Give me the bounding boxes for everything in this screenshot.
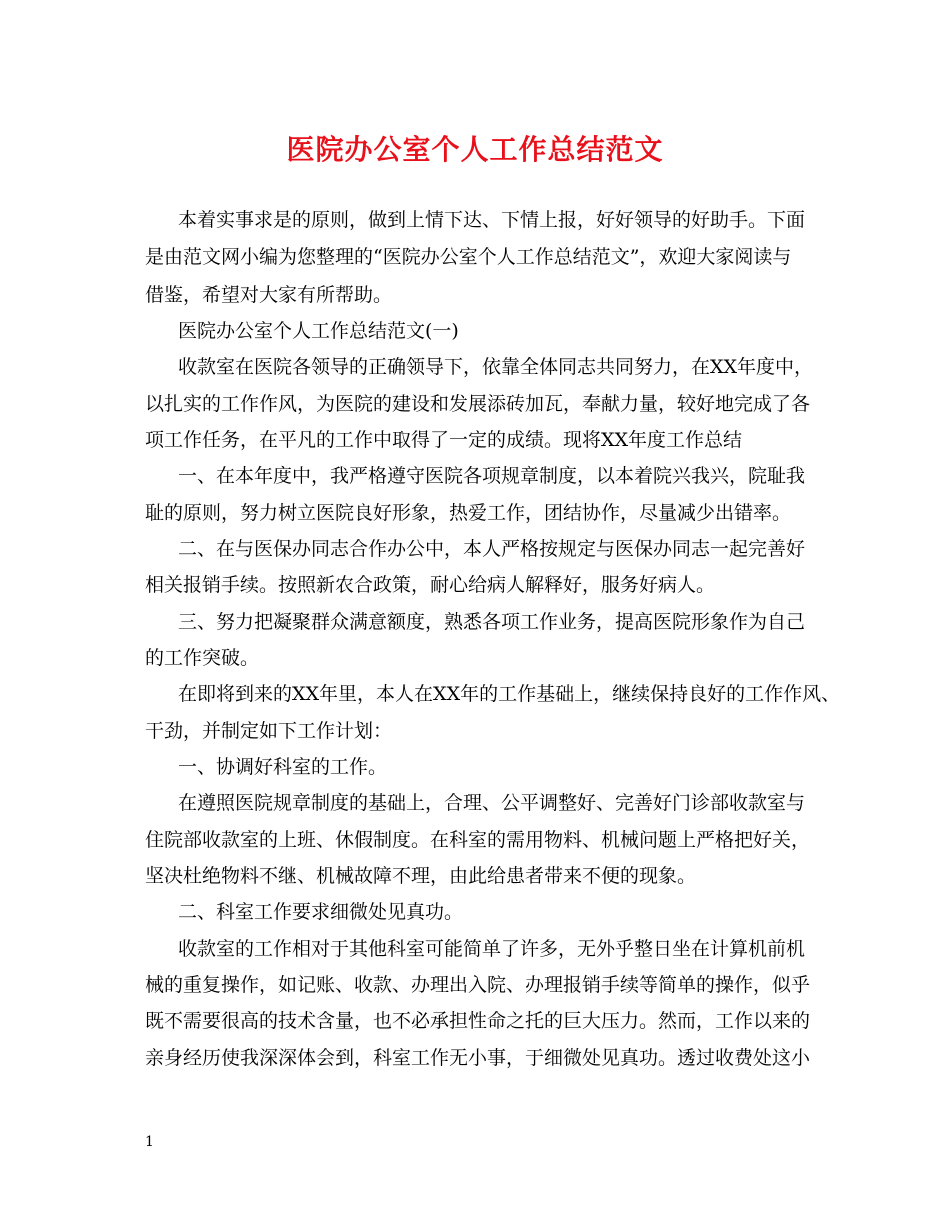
text-line: 亲身经历使我深深体会到，科室工作无小事，于细微处见真功。透过收费处这小	[145, 1047, 811, 1069]
text-line: 是由范文网小编为您整理的“医院办公室个人工作总结范文”，欢迎大家阅读与	[145, 246, 792, 268]
text-line: 三、努力把凝聚群众满意额度，熟悉各项工作业务，提高医院形象作为自己	[178, 611, 806, 633]
text-line: 借鉴，希望对大家有所帮助。	[145, 284, 393, 306]
section-heading: 医院办公室个人工作总结范文(一)	[178, 320, 459, 342]
text-line: 的工作突破。	[145, 647, 260, 669]
text-line: 本着实事求是的原则，做到上情下达、下情上报，好好领导的好助手。下面	[178, 209, 806, 231]
text-line: 项工作任务，在平凡的工作中取得了一定的成绩。现将XX年度工作总结	[145, 429, 743, 451]
text-line: 耻的原则，努力树立医院良好形象，热爱工作，团结协作，尽量减少出错率。	[145, 502, 792, 524]
text-line: 收款室的工作相对于其他科室可能简单了许多，无外乎整日坐在计算机前机	[178, 938, 806, 960]
text-line: 二、科室工作要求细微处见真功。	[178, 901, 464, 923]
text-line: 收款室在医院各领导的正确领导下，依靠全体同志共同努力，在XX年度中，	[178, 356, 814, 378]
document-title: 医院办公室个人工作总结范文	[286, 133, 664, 166]
text-line: 坚决杜绝物料不继、机械故障不理，由此给患者带来不便的现象。	[145, 865, 697, 887]
text-line: 相关报销手续。按照新农合政策，耐心给病人解释好，服务好病人。	[145, 574, 716, 596]
text-line: 在即将到来的XX年里，本人在XX年的工作基础上，继续保持良好的工作作风、	[178, 683, 841, 705]
text-line: 在遵照医院规章制度的基础上，合理、公平调整好、完善好门诊部收款室与	[178, 792, 806, 814]
text-line: 一、协调好科室的工作。	[178, 756, 388, 778]
text-line: 干劲，并制定如下工作计划：	[145, 720, 393, 742]
text-line: 既不需要很高的技术含量，也不必承担性命之托的巨大压力。然而，工作以来的	[145, 1010, 811, 1032]
page-number: 1	[145, 1134, 154, 1150]
text-line: 以扎实的工作作风，为医院的建设和发展添砖加瓦，奉献力量，较好地完成了各	[145, 393, 811, 415]
text-line: 一、在本年度中，我严格遵守医院各项规章制度，以本着院兴我兴，院耻我	[178, 465, 806, 487]
text-line: 住院部收款室的上班、休假制度。在科室的需用物料、机械问题上严格把好关，	[145, 829, 811, 851]
text-line: 械的重复操作，如记账、收款、办理出入院、办理报销手续等简单的操作，似乎	[145, 974, 811, 996]
text-line: 二、在与医保办同志合作办公中，本人严格按规定与医保办同志一起完善好	[178, 538, 806, 560]
